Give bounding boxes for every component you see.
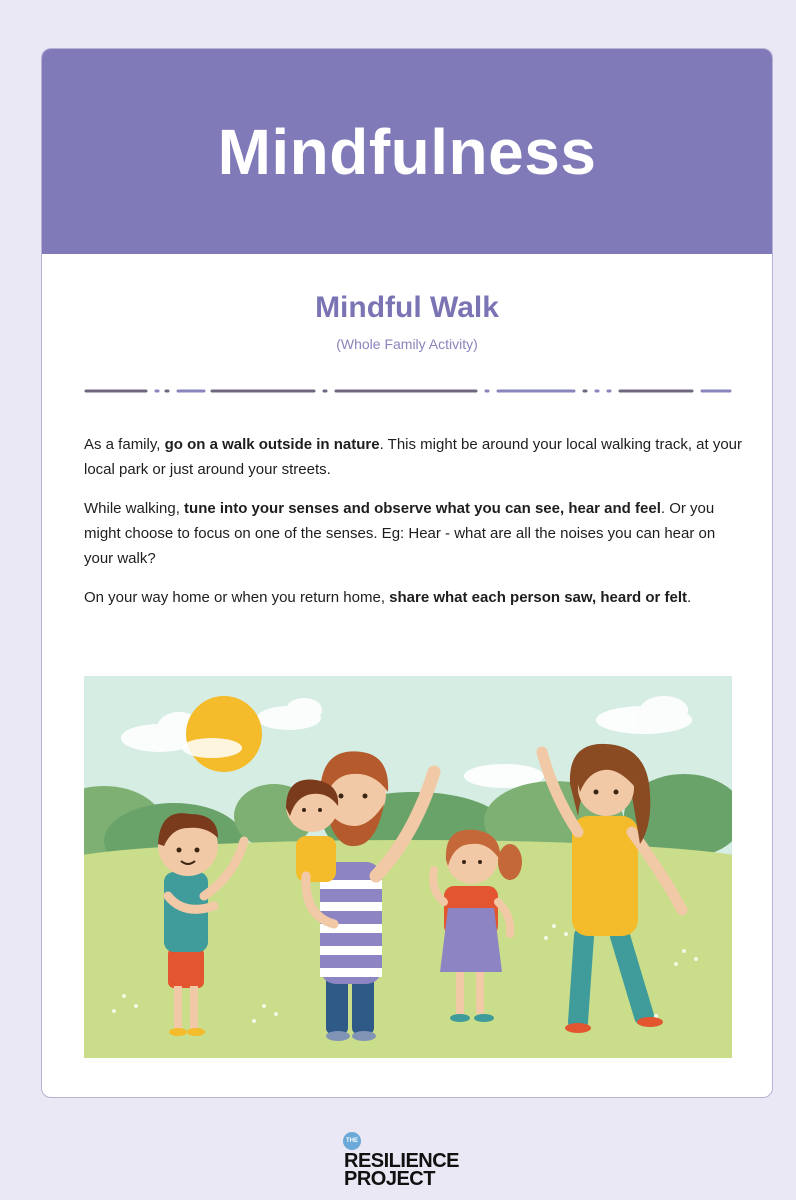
paragraph-text: . <box>687 589 692 606</box>
emphasis-text: tune into your senses and observe what you can see, hear and feel <box>184 500 661 517</box>
logo-badge: THE <box>343 1132 361 1150</box>
instruction-paragraph <box>84 496 744 571</box>
dashed-divider <box>84 387 732 395</box>
paragraph-text: As a family, <box>84 436 165 453</box>
family-walk-illustration <box>84 676 732 1058</box>
activity-instructions <box>84 432 744 624</box>
page-title: Mindfulness <box>217 115 597 188</box>
logo-line-2: PROJECT <box>344 1168 435 1190</box>
paragraph-text: On your way home or when you return home, <box>84 589 390 606</box>
logo-line-1: RESILIENCE <box>344 1150 460 1172</box>
activity-title: Mindful Walk <box>315 291 499 324</box>
paragraph-text: While walking, <box>84 500 185 517</box>
emphasis-text: go on a walk outside in nature <box>164 436 380 453</box>
instruction-paragraph <box>84 585 744 610</box>
instruction-paragraph <box>84 432 744 482</box>
paragraph-text: . This might be around your local walking track, at your local park or just around your streets. <box>84 436 743 478</box>
emphasis-text: share what each person saw, heard or felt <box>389 589 688 606</box>
resilience-project-logo <box>343 1132 483 1192</box>
activity-caption: (Whole Family Activity) <box>336 336 478 352</box>
activity-card <box>41 48 773 1098</box>
page-header <box>42 49 772 254</box>
paragraph-text: . Or you might choose to focus on one of the senses. Eg: Hear - what are all the noises you can hear on your walk? <box>84 500 716 567</box>
